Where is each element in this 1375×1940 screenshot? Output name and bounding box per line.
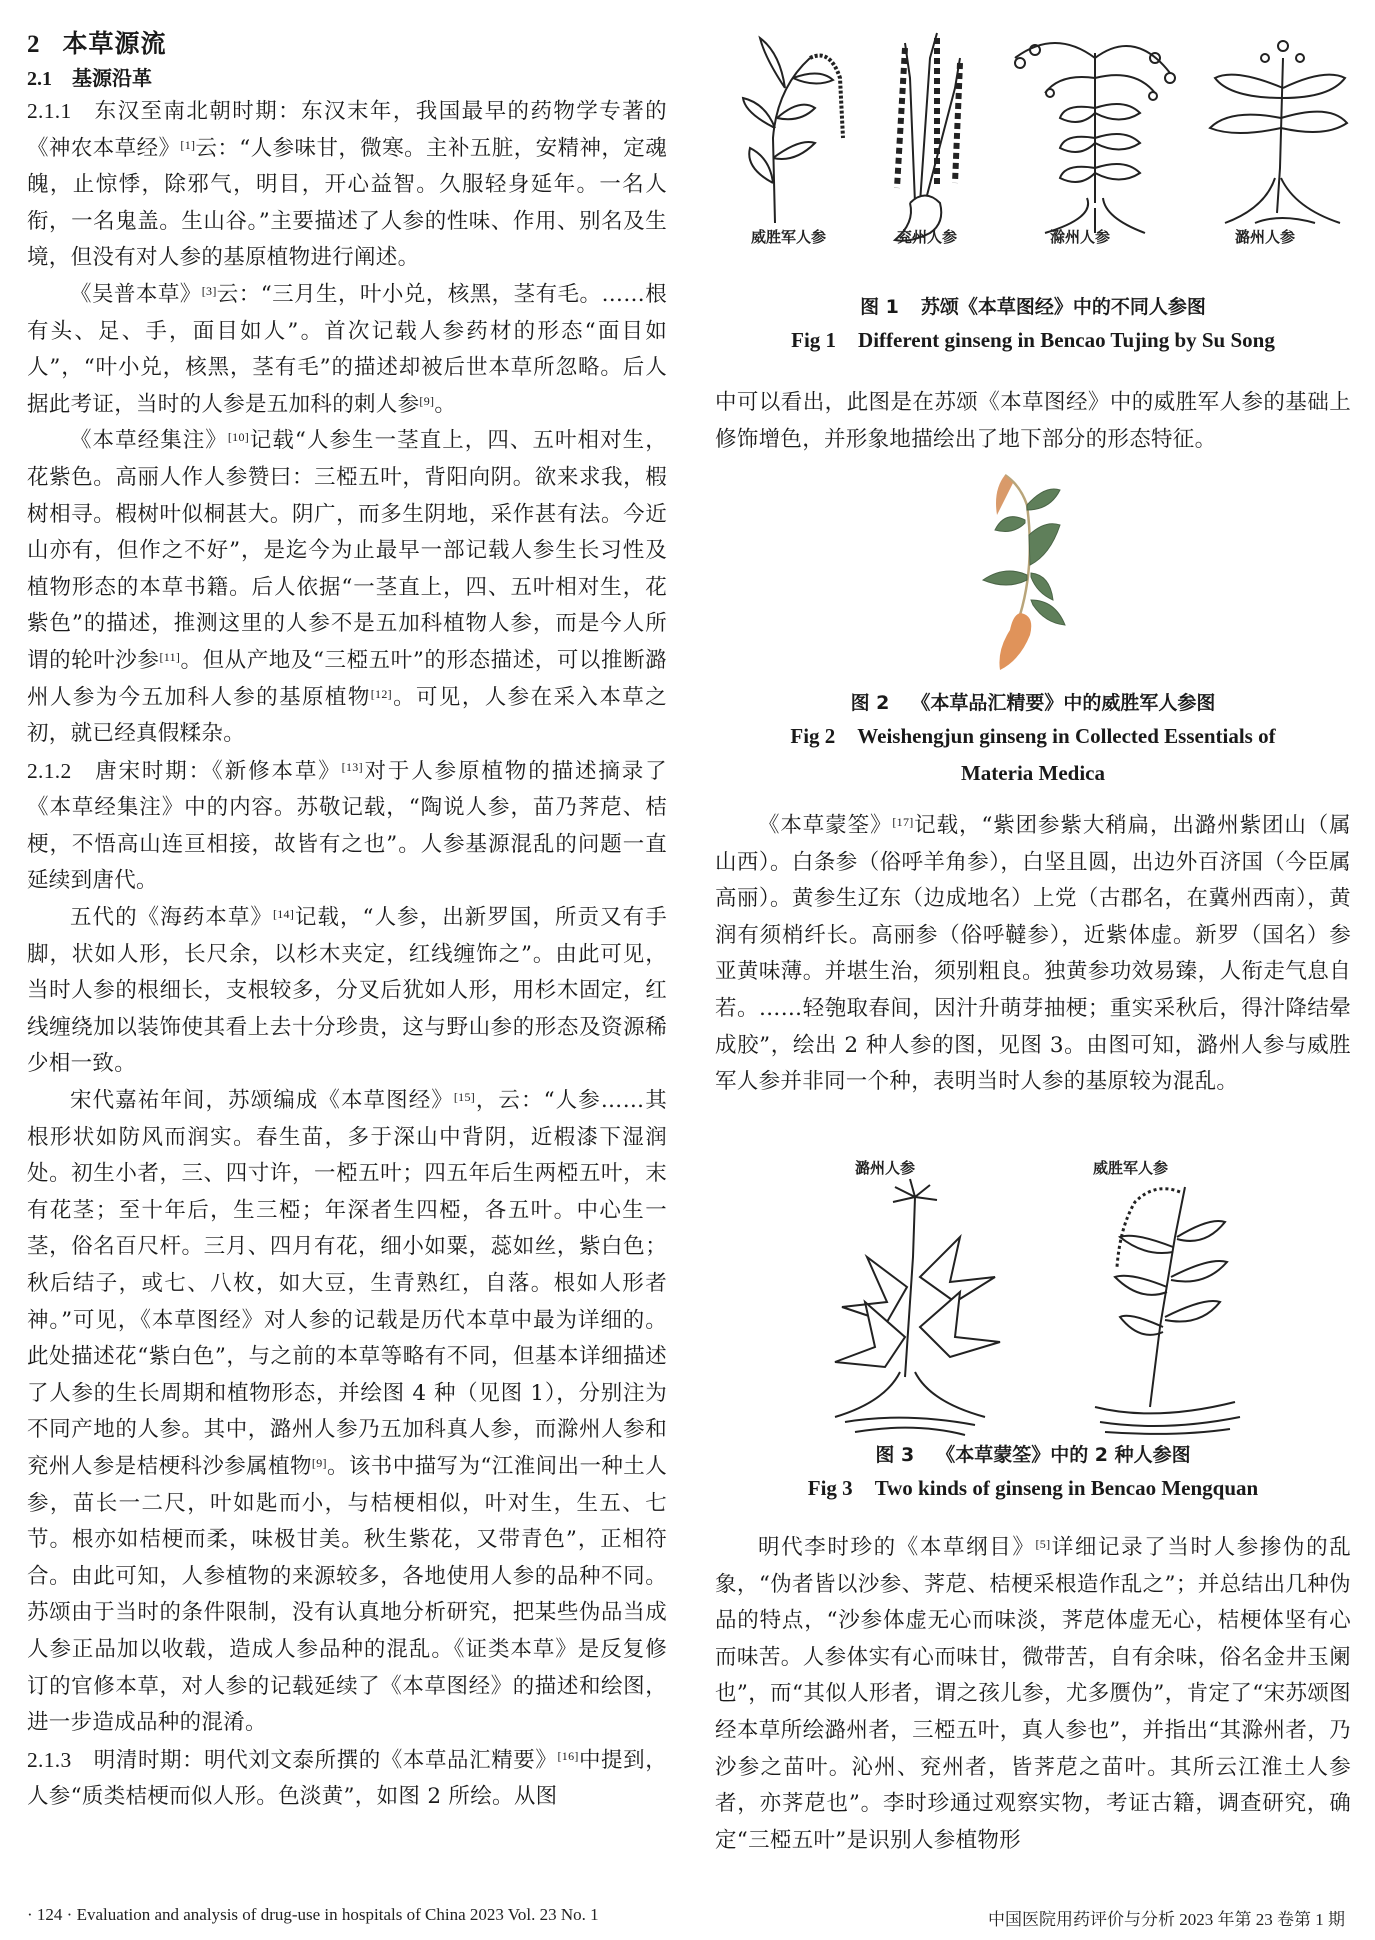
leaf-icon: [1029, 524, 1060, 565]
citation[interactable]: [10]: [227, 430, 250, 445]
paragraph-mengquan: [715, 808, 1351, 1101]
paragraph-text: 。该书中描写为“江淮间出一种土人参，苗长一二尺，叶如匙而小，与桔梗相似，叶对生，生五、七节。根亦如桔梗而柔，味极甘美。秋生紫花，又带青色”，正相符合。由此可知，人参植物的来源较多，各地使用人参的品种不同。苏颂由于当时的条件限制，没有认真地分析研究，把某些伪品当成人参正品加以收载，造成人参品种的混乱。《证类本草》是反复修订的官修本草，对人参的记载延续了《本草图经》的描述和绘图，进一步造成品种的混淆。: [27, 1453, 667, 1736]
paragraph-text: ，云：“人参……其根形状如防风而润实。春生苗，多于深山中背阴，近椵漆下湿润处。初生小者，三、四寸许，一椏五叶；四五年后生两椏五叶，末有花茎；至十年后，生三椏；年深者生四椏，各五叶。中心生一茎，俗名百尺杆。三月、四月有花，细小如粟，蕊如丝，紫白色；秋后结子，或七、八枚，如大豆，生青熟红，自落。根如人形者神。”可见，《本草图经》对人参的记载是历代本草中最为详细的。此处描述花“紫白色”，与之前的本草等略有不同，但基本详细描述了人参的生长周期和植物形态，并绘图 4 种（见图 1），分别注为不同产地的人参。其中，潞州人参乃五加科真人参，而滁州人参和兖州人参是桔梗科沙参属植物: [27, 1088, 667, 1479]
fig3-label-luzhou: 潞州人参: [855, 1159, 916, 1177]
body-text-left: [27, 93, 667, 1816]
citation[interactable]: [14]: [272, 907, 295, 922]
plant-yanzhou-icon: [895, 33, 960, 241]
paragraph-2-1-3: [27, 1742, 667, 1816]
citation[interactable]: [3]: [201, 283, 217, 298]
subsection-number: 2.1: [27, 68, 52, 90]
paragraph-haiyao: [27, 900, 667, 1083]
caption-text: 《本草品汇精要》中的威胜军人参图: [911, 692, 1216, 714]
fig1-label-yanzhou: 兖州人参: [897, 228, 958, 246]
body-text-right-2: [715, 808, 1351, 1101]
citation[interactable]: [9]: [419, 393, 435, 408]
plant-luzhou-icon: [835, 1179, 1000, 1435]
figure-number: Fig 3: [807, 1476, 853, 1500]
caption-text: 苏颂《本草图经》中的不同人参图: [920, 296, 1206, 318]
paragraph-text: 《吴普本草》: [70, 281, 202, 307]
subsection-title: 基源沿革: [72, 66, 152, 90]
citation[interactable]: [11]: [159, 649, 181, 664]
paragraph-text: 明清时期：明代刘文泰所撰的《本草品汇精要》: [93, 1747, 558, 1773]
section-number: 2: [27, 31, 41, 58]
figure-number: Fig 1: [791, 328, 837, 352]
footer-journal-en: · 124 · Evaluation and analysis of drug-use in hospitals of China 2023 Vol. 23 No. 1: [27, 1905, 599, 1924]
paragraph-text: 记载，“紫团参紫大稍扁，出潞州紫团山（属山西）。白条参（俗呼羊角参），白坚且圆，出边外百济国（今臣属高丽）。黄参生辽东（边成地名）上党（古郡名，在冀州西南），黄润有须梢纤长。高丽参（俗呼韃参），近紫体虚。新罗（国名）参亚黄味薄。并堪生治，须别粗良。独黄参功效易臻，人衔走气息自若。……轻匏取春间，因汁升萌芽抽梗；重实采秋后，得汁降结晕成胶”，绘出 2 种人参的图，见图 3。由图可知，潞州人参与威胜军人参并非同一个种，表明当时人参的基原较为混乱。: [715, 813, 1351, 1095]
paragraph-text: 中提到，人参“质类桔梗而似人形。色淡黄”，如图 2 所绘。从图: [27, 1747, 667, 1810]
paragraph-text: 详细记录了当时人参掺伪的乱象，“伪者皆以沙参、荠苨、桔梗采根造作乱之”；并总结出几种伪品的特点，“沙参体虚无心而味淡，荠苨体虚无心，桔梗体坚有心而味苦。人参体实有心而味甘，微带苦，自有余味，俗名金井玉阑也”，而“其似人形者，谓之孩儿参，尤多赝伪”，肯定了“宋苏颂图经本草所绘潞州者，三椏五叶，真人参也”，并指出“其滁州者，乃沙参之苗叶。沁州、兖州者，皆荠苨之苗叶。其所云江淮土人参者，亦荠苨也”。李时珍通过观察实物，考证古籍，调查研究，确定“三椏五叶”是识别人参植物形: [715, 1535, 1351, 1853]
paragraph-text: 云：“人参味甘，微寒。主补五脏，安精神，定魂魄，止惊悸，除邪气，明目，开心益智。久服轻身延年。一名人衔，一名鬼盖。生山谷。”主要描述了人参的性味、作用、别名及生境，但没有对人参的基原植物进行阐述。: [27, 135, 667, 271]
weishengjun-colored-plant-icon: [983, 475, 1065, 670]
body-text-right-3: [715, 1530, 1351, 1859]
figure-1: [715, 18, 1351, 278]
fig1-label-chuzhou: 滁州人参: [1050, 228, 1111, 246]
section-heading: [27, 24, 167, 60]
paragraph-text: 。可见，人参在采入本草之初，就已经真假糅杂。: [27, 684, 667, 747]
paragraph-text: 明代李时珍的《本草纲目》: [758, 1535, 1036, 1560]
root-icon: [999, 613, 1031, 670]
figure-3-illustration: [715, 1177, 1351, 1442]
leaf-icon: [1031, 600, 1065, 625]
stem-icon: [1005, 475, 1030, 615]
leaf-icon: [1031, 573, 1053, 600]
section-number: 2.1.1: [27, 99, 72, 123]
paragraph-jizhu: [27, 423, 667, 752]
fig3-label-weishengjun: 威胜军人参: [1093, 1159, 1169, 1177]
paragraph-text: 唐宋时期：《新修本草》: [93, 758, 342, 784]
footer-journal-cn: 中国医院用药评价与分析 2023 年第 23 卷第 1 期: [988, 1910, 1345, 1929]
plant-luzhou-icon: [1210, 41, 1347, 223]
plant-weishengjun-icon: [1095, 1187, 1240, 1434]
figure-3-caption-cn: [715, 1440, 1351, 1467]
citation[interactable]: [16]: [557, 1748, 579, 1763]
paragraph-text: 东汉至南北朝时期：东汉末年，我国最早的药物学专著的《神农本草经》: [27, 99, 667, 161]
paragraph-2-1-1: [27, 93, 667, 277]
figure-3-caption-en: [715, 1470, 1351, 1507]
figure-1-illustration: [715, 18, 1351, 248]
paragraph-text: 《本草经集注》: [70, 428, 228, 454]
paragraph-tujing: [27, 1083, 667, 1742]
citation[interactable]: [15]: [453, 1090, 476, 1105]
fig1-label-luzhou: 潞州人参: [1235, 228, 1296, 246]
plant-chuzhou-icon: [1015, 43, 1175, 233]
figure-3: [715, 1155, 1351, 1440]
plant-weishengjun-icon: [743, 38, 843, 223]
paragraph-text: 记载，“人参，出新罗国，所贡又有手脚，状如人形，长尺余，以杉木夹定，红线缠饰之”。由此可见，当时人参的根细长，支根较多，分叉后犹如人形，用杉木固定，红线缠绕加以装饰使其看上去十分珍贵，这与野山参的形态及资源稀少相一致。: [27, 905, 667, 1077]
section-number: 2.1.2: [27, 758, 72, 783]
figure-number: 图 2: [850, 692, 890, 714]
paragraph-gangmu: [715, 1530, 1351, 1859]
citation[interactable]: [17]: [892, 815, 914, 829]
figure-number: 图 3: [875, 1444, 915, 1466]
citation[interactable]: [12]: [370, 686, 392, 701]
paragraph-2-1-2: [27, 753, 667, 900]
tip-icon: [996, 475, 1013, 515]
figure-1-caption-en: [715, 322, 1351, 359]
figure-number: 图 1: [860, 296, 899, 318]
caption-text: 《本草蒙筌》中的 2 种人参图: [936, 1444, 1191, 1466]
paragraph-text: 五代的《海药本草》: [70, 905, 273, 931]
figure-2-caption-en: [715, 718, 1351, 792]
subsection-heading: [27, 62, 152, 91]
figure-number: Fig 2: [790, 724, 836, 748]
caption-text: Weishengjun ginseng in Collected Essentials of Materia Medica: [857, 724, 1276, 785]
paragraph-text: 。: [434, 391, 457, 417]
paragraph-text: 记载“人参生一茎直上，四、五叶相对生，花紫色。高丽人作人参赞曰：三椏五叶，背阳向阴。欲来求我，椵树相寻。椵树叶似桐甚大。阴广，而多生阴地，采作甚有法。今近山亦有，但作之不好”，是迄今为止最早一部记载人参生长习性及植物形态的本草书籍。后人依据“一茎直上，四、五叶相对生，花紫色”的描述，推测这里的人参不是五加科植物人参，而是今人所谓的轮叶沙参: [27, 428, 667, 673]
paragraph-fig2-intro: 中可以看出，此图是在苏颂《本草图经》中的威胜军人参的基础上修饰增色，并形象地描绘出了地下部分的形态特征。: [715, 390, 1351, 452]
paragraph-text: 《本草蒙筌》: [758, 813, 893, 838]
caption-text: Different ginseng in Bencao Tujing by Su Song: [858, 328, 1275, 352]
figure-2: [715, 465, 1351, 675]
caption-text: Two kinds of ginseng in Bencao Mengquan: [874, 1476, 1259, 1500]
leaf-icon: [995, 517, 1025, 532]
citation[interactable]: [13]: [341, 759, 363, 774]
paragraph-wupu: [27, 277, 667, 423]
section-number: 2.1.3: [27, 1747, 72, 1772]
citation[interactable]: [1]: [180, 137, 196, 152]
figure-2-illustration: [715, 465, 1351, 675]
citation[interactable]: [9]: [311, 1455, 327, 1470]
leaf-icon: [1027, 489, 1060, 510]
citation[interactable]: [5]: [1035, 1537, 1051, 1551]
paragraph-text: 。但从产地及“三椏五叶”的形态描述，可以推断潞州人参为今五加科人参的基原植物: [27, 647, 667, 710]
leaf-icon: [983, 571, 1027, 585]
body-text-right-1: [715, 385, 1351, 458]
fig1-label-weishengjun: 威胜军人参: [751, 228, 827, 246]
paragraph-text: 对于人参原植物的描述摘录了《本草经集注》中的内容。苏敬记载，“陶说人参，苗乃荠苨、桔梗，不悟高山连亘相接，故皆有之也”。人参基源混乱的问题一直延续到唐代。: [27, 758, 667, 894]
section-title: 本草源流: [62, 29, 167, 58]
paragraph-text: 宋代嘉祐年间，苏颂编成《本草图经》: [70, 1088, 454, 1114]
figure-2-caption-cn: [715, 688, 1351, 715]
paragraph-text: 云：“三月生，叶小兑，核黑，茎有毛。……根有头、足、手，面目如人”。首次记载人参药材的形态“面目如人”，“叶小兑，核黑，茎有毛”的描述却被后世本草所忽略。后人据此考证，当时的人参是五加科的刺人参: [27, 281, 667, 417]
figure-1-caption-cn: [715, 292, 1351, 319]
